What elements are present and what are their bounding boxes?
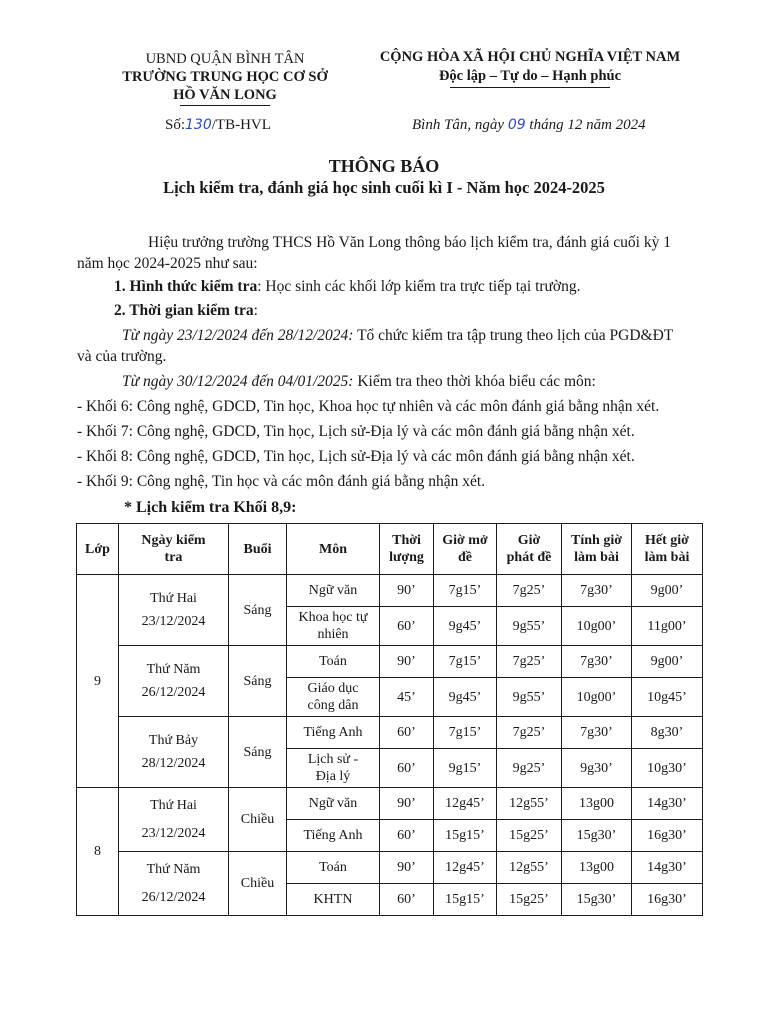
grade-6-note: - Khối 6: Công nghệ, GDCD, Tin học, Khoa học tự nhiên và các môn đánh giá bằng nhận xét. — [77, 398, 660, 415]
item-2-text: : — [253, 302, 258, 319]
distribute-time-cell: 12g55’ — [497, 852, 562, 884]
table-header-row — [77, 524, 703, 575]
start-time-cell: 7g30’ — [562, 717, 632, 749]
end-time-cell: 14g30’ — [632, 788, 703, 820]
date-prefix: Bình Tân, ngày — [412, 117, 508, 133]
session-cell: Chiều — [229, 852, 287, 916]
open-time-cell: 9g45’ — [434, 678, 497, 717]
start-time-cell: 9g30’ — [562, 749, 632, 788]
end-time-cell: 14g30’ — [632, 852, 703, 884]
period-2 — [122, 372, 596, 392]
subject-cell: Khoa học tự nhiên — [287, 607, 380, 646]
number-prefix: Số: — [165, 117, 186, 133]
school-name-line1: TRƯỜNG TRUNG HỌC CƠ SỞ — [122, 69, 328, 85]
date-cell: Thứ Năm 26/12/2024 — [119, 646, 229, 717]
distribute-time-cell: 7g25’ — [497, 575, 562, 607]
subject-cell: Giáo dục công dân — [287, 678, 380, 717]
subject-cell: Toán — [287, 852, 380, 884]
document-title: THÔNG BÁO — [328, 156, 440, 176]
document-date — [412, 117, 646, 134]
duration-cell: 45’ — [380, 678, 434, 717]
table-row — [77, 852, 703, 884]
grade-cell: 8 — [77, 788, 119, 916]
start-time-cell: 13g00 — [562, 788, 632, 820]
number-suffix: /TB-HVL — [211, 117, 271, 133]
date-cell: Thứ Hai 23/12/2024 — [119, 575, 229, 646]
end-time-cell: 11g00’ — [632, 607, 703, 646]
open-time-cell: 9g15’ — [434, 749, 497, 788]
col-header-subject: Môn — [287, 524, 380, 575]
col-header-open-time: Giờ mở đề — [434, 524, 497, 575]
end-time-cell: 16g30’ — [632, 884, 703, 916]
duration-cell: 90’ — [380, 852, 434, 884]
subject-cell: KHTN — [287, 884, 380, 916]
open-time-cell: 9g45’ — [434, 607, 497, 646]
subject-cell: Ngữ văn — [287, 788, 380, 820]
end-time-cell: 9g00’ — [632, 646, 703, 678]
table-row — [77, 788, 703, 820]
start-time-cell: 7g30’ — [562, 646, 632, 678]
session-cell: Sáng — [229, 646, 287, 717]
duration-cell: 90’ — [380, 646, 434, 678]
period-1-line-2: và của trường. — [77, 348, 167, 365]
subject-cell: Tiếng Anh — [287, 820, 380, 852]
distribute-time-cell: 7g25’ — [497, 717, 562, 749]
distribute-time-cell: 9g25’ — [497, 749, 562, 788]
end-time-cell: 16g30’ — [632, 820, 703, 852]
date-cell: Thứ Bảy 28/12/2024 — [119, 717, 229, 788]
agency-name: UBND QUẬN BÌNH TÂN — [145, 51, 305, 67]
item-1-label: 1. Hình thức kiểm tra — [114, 278, 258, 295]
subject-cell: Toán — [287, 646, 380, 678]
period-1 — [122, 326, 673, 346]
open-time-cell: 12g45’ — [434, 788, 497, 820]
start-time-cell: 15g30’ — [562, 884, 632, 916]
open-time-cell: 12g45’ — [434, 852, 497, 884]
subject-cell: Lịch sử - Địa lý — [287, 749, 380, 788]
col-header-start-time: Tính giờ làm bài — [562, 524, 632, 575]
period-1-text: Tổ chức kiểm tra tập trung theo lịch của PGD&ĐT — [353, 327, 674, 344]
end-time-cell: 9g00’ — [632, 575, 703, 607]
intro-line-1: Hiệu trưởng trường THCS Hồ Văn Long thông báo lịch kiểm tra, đánh giá cuối kỳ 1 — [148, 234, 671, 251]
number-handwritten: 130 — [185, 117, 212, 133]
open-time-cell: 15g15’ — [434, 820, 497, 852]
intro-line-2: năm học 2024-2025 như sau: — [77, 255, 258, 272]
col-header-duration: Thời lượng — [380, 524, 434, 575]
distribute-time-cell: 7g25’ — [497, 646, 562, 678]
national-motto: Độc lập – Tự do – Hạnh phúc — [438, 68, 622, 84]
distribute-time-cell: 15g25’ — [497, 820, 562, 852]
col-header-class: Lớp — [77, 524, 119, 575]
open-time-cell: 7g15’ — [434, 717, 497, 749]
subject-cell: Ngữ văn — [287, 575, 380, 607]
subject-cell: Tiếng Anh — [287, 717, 380, 749]
open-time-cell: 7g15’ — [434, 575, 497, 607]
country-name: CỘNG HÒA XÃ HỘI CHỦ NGHĨA VIỆT NAM — [379, 49, 681, 65]
exam-schedule-table — [76, 523, 703, 916]
distribute-time-cell: 12g55’ — [497, 788, 562, 820]
col-header-end-time: Hết giờ làm bài — [632, 524, 703, 575]
end-time-cell: 10g45’ — [632, 678, 703, 717]
duration-cell: 60’ — [380, 884, 434, 916]
start-time-cell: 10g00’ — [562, 607, 632, 646]
duration-cell: 90’ — [380, 788, 434, 820]
start-time-cell: 7g30’ — [562, 575, 632, 607]
item-2-label: 2. Thời gian kiểm tra — [114, 302, 254, 319]
col-header-session: Buổi — [229, 524, 287, 575]
school-header — [95, 50, 355, 106]
grade-9-note: - Khối 9: Công nghệ, Tin học và các môn đánh giá bằng nhận xét. — [77, 473, 486, 490]
end-time-cell: 8g30’ — [632, 717, 703, 749]
col-header-date: Ngày kiểm tra — [119, 524, 229, 575]
date-suffix: tháng 12 năm 2024 — [525, 117, 646, 133]
header-divider-left — [180, 105, 270, 106]
session-cell: Sáng — [229, 717, 287, 788]
distribute-time-cell: 9g55’ — [497, 678, 562, 717]
period-2-dates: Từ ngày 30/12/2024 đến 04/01/2025: — [122, 373, 354, 390]
distribute-time-cell: 15g25’ — [497, 884, 562, 916]
session-cell: Chiều — [229, 788, 287, 852]
distribute-time-cell: 9g55’ — [497, 607, 562, 646]
start-time-cell: 15g30’ — [562, 820, 632, 852]
table-row — [77, 646, 703, 678]
duration-cell: 90’ — [380, 575, 434, 607]
period-2-text: Kiểm tra theo thời khóa biểu các môn: — [353, 373, 596, 390]
grade-8-note: - Khối 8: Công nghệ, GDCD, Tin học, Lịch sử-Địa lý và các môn đánh giá bằng nhận xét. — [77, 448, 635, 465]
document-subtitle: Lịch kiểm tra, đánh giá học sinh cuối kì I - Năm học 2024-2025 — [163, 178, 605, 197]
session-cell: Sáng — [229, 575, 287, 646]
period-1-dates: Từ ngày 23/12/2024 đến 28/12/2024: — [122, 327, 354, 344]
table-row — [77, 575, 703, 607]
duration-cell: 60’ — [380, 749, 434, 788]
col-header-distribute-time: Giờ phát đề — [497, 524, 562, 575]
header-divider-right — [450, 87, 610, 88]
item-2 — [114, 301, 258, 321]
duration-cell: 60’ — [380, 607, 434, 646]
item-1 — [114, 277, 581, 297]
open-time-cell: 7g15’ — [434, 646, 497, 678]
duration-cell: 60’ — [380, 820, 434, 852]
schedule-heading: * Lịch kiểm tra Khối 8,9: — [124, 499, 297, 516]
national-header — [360, 48, 700, 88]
open-time-cell: 15g15’ — [434, 884, 497, 916]
school-name-line2: HỒ VĂN LONG — [173, 87, 277, 103]
date-handwritten: 09 — [507, 117, 526, 133]
date-cell: Thứ Hai 23/12/2024 — [119, 788, 229, 852]
item-1-text: : Học sinh các khối lớp kiểm tra trực tiếp tại trường. — [257, 278, 581, 295]
date-cell: Thứ Năm 26/12/2024 — [119, 852, 229, 916]
table-row — [77, 717, 703, 749]
grade-7-note: - Khối 7: Công nghệ, GDCD, Tin học, Lịch sử-Địa lý và các môn đánh giá bằng nhận xét. — [77, 423, 635, 440]
grade-cell: 9 — [77, 575, 119, 788]
start-time-cell: 10g00’ — [562, 678, 632, 717]
end-time-cell: 10g30’ — [632, 749, 703, 788]
duration-cell: 60’ — [380, 717, 434, 749]
document-number — [165, 117, 271, 134]
start-time-cell: 13g00 — [562, 852, 632, 884]
